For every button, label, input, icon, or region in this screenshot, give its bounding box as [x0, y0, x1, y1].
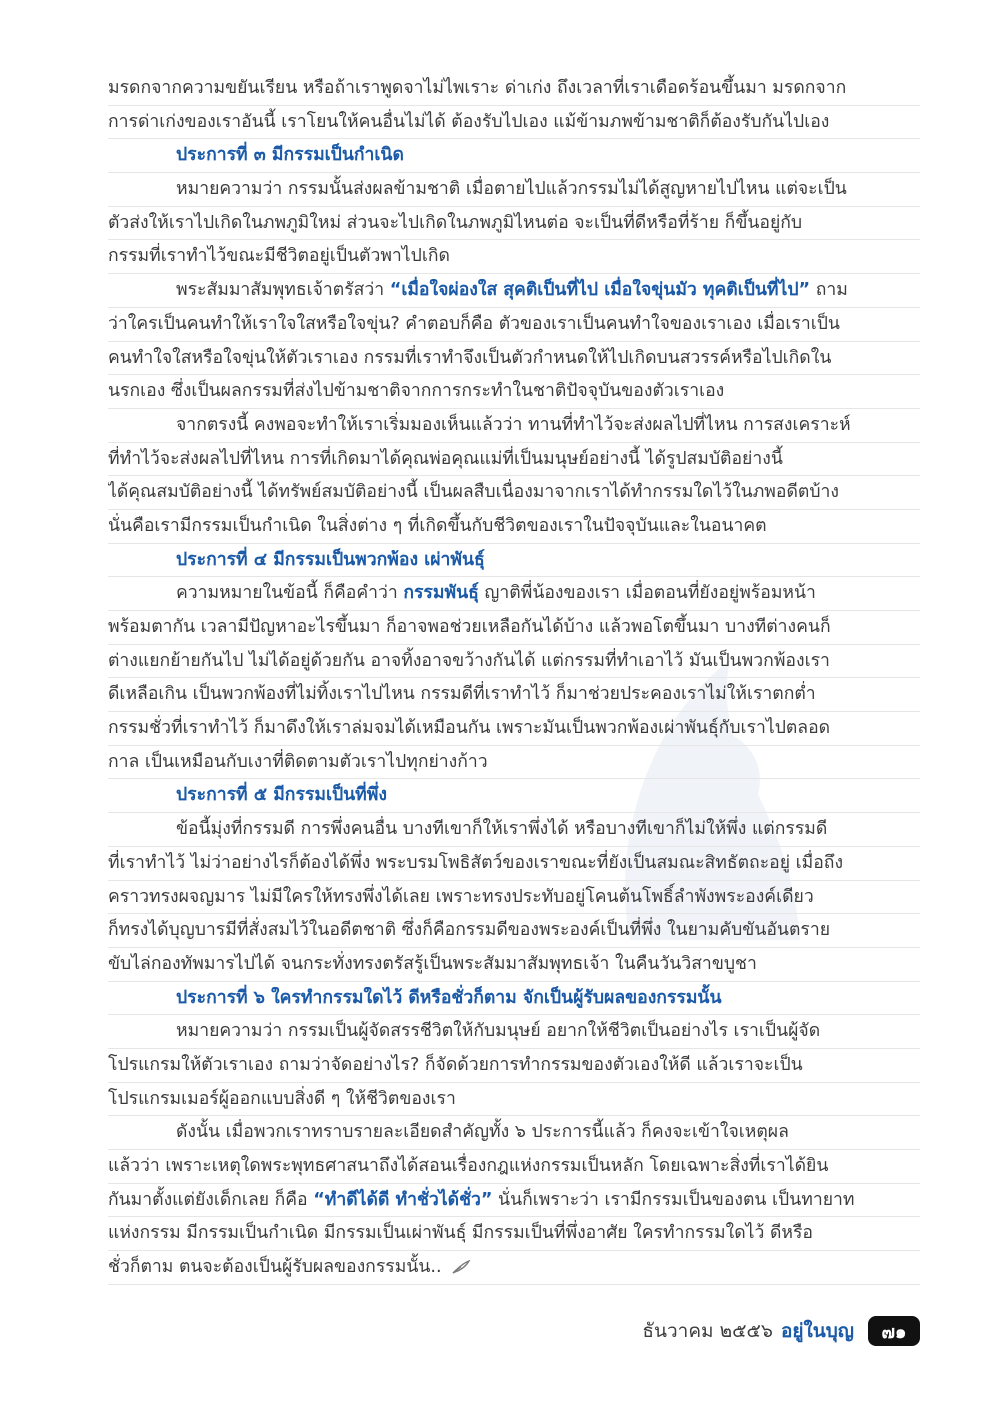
paragraph-line: ที่ทำไว้จะส่งผลไปที่ไหน การที่เกิดมาได้คุณพ่อคุณแม่ที่เป็นมนุษย์อย่างนี้ ได้รูปสมบัติอย่างนี้ — [108, 443, 920, 477]
paragraph-line: ตัวส่งให้เราไปเกิดในภพภูมิใหม่ ส่วนจะไปเกิดในภพภูมิไหนต่อ จะเป็นที่ดีหรือที่ร้าย ก็ขึ้นอยู่กับ — [108, 207, 920, 241]
paragraph-line: กาล เป็นเหมือนกับเงาที่ติดตามตัวเราไปทุกย่างก้าว — [108, 746, 920, 780]
paragraph-line: คราวทรงผจญมาร ไม่มีใครให้ทรงพึ่งได้เลย เพราะทรงประทับอยู่โคนต้นโพธิ์ลำพังพระองค์เดียว — [108, 881, 920, 915]
line-text: พระสัมมาสัมพุทธเจ้าตรัสว่า — [176, 280, 390, 301]
paragraph-line: การด่าเก่งของเราอันนี้ เราโยนให้คนอื่นไม่ได้ ต้องรับไปเอง แม้ข้ามภพข้ามชาติก็ต้องรับกันไปเอง — [108, 106, 920, 140]
paragraph-line: นั่นคือเรามีกรรมเป็นกำเนิด ในสิ่งต่าง ๆ ที่เกิดขึ้นกับชีวิตของเราในปัจจุบันและในอนาคต — [108, 510, 920, 544]
paragraph-line: พร้อมตากัน เวลามีปัญหาอะไรขึ้นมา ก็อาจพอช่วยเหลือกันได้บ้าง แล้วพอโตขึ้นมา บางทีต่างคนก็ — [108, 611, 920, 645]
line-text: ถาม — [810, 280, 848, 301]
paragraph-line — [108, 1184, 920, 1218]
line-text: ความหมายในข้อนี้ ก็คือคำว่า — [176, 583, 404, 604]
paragraph-line: ขับไล่กองทัพมารไปได้ จนกระทั่งทรงตรัสรู้เป็นพระสัมมาสัมพุทธเจ้า ในคืนวันวิสาขบูชา — [108, 948, 920, 982]
paragraph-line: ก็ทรงได้บุญบารมีที่สั่งสมไว้ในอดีตชาติ ซึ่งก็คือกรรมดีของพระองค์เป็นที่พึ่ง ในยามคับขันอันตราย — [108, 914, 920, 948]
line-text: กันมาตั้งแต่ยังเด็กเลย ก็คือ — [108, 1189, 314, 1210]
paragraph-line: โปรแกรมให้ตัวเราเอง ถามว่าจัดอย่างไร? ก็จัดด้วยการทำกรรมของตัวเองให้ดี แล้วเราจะเป็น — [108, 1049, 920, 1083]
paragraph-line: มรดกจากความขยันเรียน หรือถ้าเราพูดจาไม่ไพเราะ ด่าเก่ง ถึงเวลาที่เราเดือดร้อนขึ้นมา มรดกจาก — [108, 72, 920, 106]
paragraph-line: โปรแกรมเมอร์ผู้ออกแบบสิ่งดี ๆ ให้ชีวิตของเรา — [108, 1083, 920, 1117]
paragraph-line: ต่างแยกย้ายกันไป ไม่ได้อยู่ด้วยกัน อาจทิ้งอาจขว้างกันได้ แต่กรรมที่ทำเอาไว้ มันเป็นพวกพ้องเรา — [108, 645, 920, 679]
paragraph-line — [108, 274, 920, 308]
magazine-name: อยู่ในบุญ — [780, 1320, 854, 1342]
paragraph-line: หมายความว่า กรรมนั้นส่งผลข้ามชาติ เมื่อตายไปแล้วกรรมไม่ได้สูญหายไปไหน แต่จะเป็น — [108, 173, 920, 207]
section-heading-5: ประการที่ ๕ มีกรรมเป็นที่พึ่ง — [108, 779, 920, 813]
paragraph-line: ได้คุณสมบัติอย่างนี้ ได้ทรัพย์สมบัติอย่างนี้ เป็นผลสืบเนื่องมาจากเราได้ทำกรรมใดไว้ในภพอดีตบ้าง — [108, 476, 920, 510]
paragraph-line: กรรมที่เราทำไว้ขณะมีชีวิตอยู่เป็นตัวพาไปเกิด — [108, 240, 920, 274]
paragraph-line: ที่เราทำไว้ ไม่ว่าอย่างไรก็ต้องได้พึ่ง พระบรมโพธิสัตว์ของเราขณะที่ยังเป็นสมณะสิทธัตถะอยู่ เมื่อถึง — [108, 847, 920, 881]
page-number-badge: ๗๑ — [868, 1316, 920, 1346]
line-text: ญาติพี่น้องของเรา เมื่อตอนที่ยังอยู่พร้อมหน้า — [478, 583, 816, 604]
paragraph-line: ดังนั้น เมื่อพวกเราทราบรายละเอียดสำคัญทั้ง ๖ ประการนี้แล้ว ก็คงจะเข้าใจเหตุผล — [108, 1116, 920, 1150]
article-body — [108, 72, 920, 1285]
section-heading-3: ประการที่ ๓ มีกรรมเป็นกำเนิด — [108, 139, 920, 173]
paragraph-line — [108, 577, 920, 611]
paragraph-line: คนทำใจใสหรือใจขุ่นให้ตัวเราเอง กรรมที่เราทำจึงเป็นตัวกำหนดให้ไปเกิดบนสวรรค์หรือไปเกิดใน — [108, 342, 920, 376]
paragraph-line: หมายความว่า กรรมเป็นผู้จัดสรรชีวิตให้กับมนุษย์ อยากให้ชีวิตเป็นอย่างไร เราเป็นผู้จัด — [108, 1015, 920, 1049]
line-text: ชั่วก็ตาม ตนจะต้องเป็นผู้รับผลของกรรมนั้น.. — [108, 1257, 442, 1278]
paragraph-line — [108, 1251, 920, 1285]
keyword-highlight: กรรมพันธุ์ — [403, 583, 479, 604]
paragraph-line: ข้อนี้มุ่งที่กรรมดี การพึ่งคนอื่น บางทีเขาก็ให้เราพึ่งได้ หรือบางทีเขาก็ไม่ให้พึ่ง แต่กรรมดี — [108, 813, 920, 847]
proverb-quote: “ทำดีได้ดี ทำชั่วได้ชั่ว” — [313, 1189, 493, 1210]
paragraph-line: นรกเอง ซึ่งเป็นผลกรรมที่ส่งไปข้ามชาติจากการกระทำในชาติปัจจุบันของตัวเราเอง — [108, 375, 920, 409]
issue-date: ธันวาคม ๒๕๕๖ — [642, 1320, 773, 1342]
page-footer — [600, 1314, 920, 1348]
paragraph-line: กรรมชั่วที่เราทำไว้ ก็มาดึงให้เราล่มจมได้เหมือนกัน เพราะมันเป็นพวกพ้องเผ่าพันธุ์กับเราไปตลอด — [108, 712, 920, 746]
line-text: นั่นก็เพราะว่า เรามีกรรมเป็นของตน เป็นทายาท — [492, 1189, 855, 1210]
section-heading-4: ประการที่ ๔ มีกรรมเป็นพวกพ้อง เผ่าพันธุ์ — [108, 544, 920, 578]
paragraph-line: จากตรงนี้ คงพอจะทำให้เราเริ่มมองเห็นแล้วว่า ทานที่ทำไว้จะส่งผลไปที่ไหน การสงเคราะห์ — [108, 409, 920, 443]
paragraph-line: แห่งกรรม มีกรรมเป็นกำเนิด มีกรรมเป็นเผ่าพันธุ์ มีกรรมเป็นที่พึ่งอาศัย ใครทำกรรมใดไว้ ดีหรือ — [108, 1217, 920, 1251]
buddha-quote: “เมื่อใจผ่องใส สุคติเป็นที่ไป เมื่อใจขุ่นมัว ทุคติเป็นที่ไป” — [389, 280, 811, 301]
section-heading-6: ประการที่ ๖ ใครทำกรรมใดไว้ ดีหรือชั่วก็ตาม จักเป็นผู้รับผลของกรรมนั้น — [108, 982, 920, 1016]
paragraph-line: ดีเหลือเกิน เป็นพวกพ้องที่ไม่ทิ้งเราไปไหน กรรมดีที่เราทำไว้ ก็มาช่วยประคองเราไม่ให้เราตกต่ำ — [108, 678, 920, 712]
paragraph-line: แล้วว่า เพราะเหตุใดพระพุทธศาสนาถึงได้สอนเรื่องกฎแห่งกรรมเป็นหลัก โดยเฉพาะสิ่งที่เราได้ยิน — [108, 1150, 920, 1184]
quill-pen-icon — [451, 1259, 471, 1275]
paragraph-line: ว่าใครเป็นคนทำให้เราใจใสหรือใจขุ่น? คำตอบก็คือ ตัวของเราเป็นคนทำใจของเราเอง เมื่อเราเป็น — [108, 308, 920, 342]
